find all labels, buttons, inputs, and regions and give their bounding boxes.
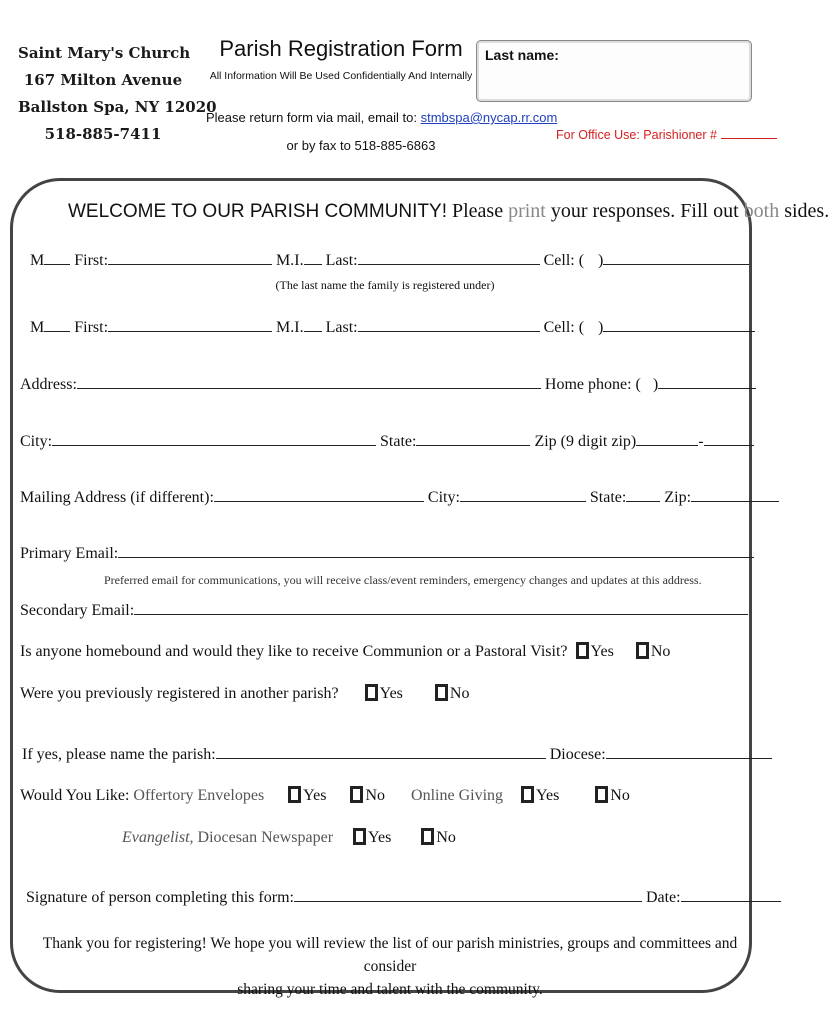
person-2-row (30, 317, 755, 337)
yes-label: Yes (303, 787, 327, 804)
preferred-email-note: Preferred email for communications, you will receive class/event reminders, emergency changes and updates at this address. (104, 573, 702, 587)
cell-paren: ) (598, 252, 604, 269)
would-like-label: Would You Like: (20, 787, 130, 804)
mailing-state-field[interactable] (626, 487, 660, 502)
cell-field[interactable] (603, 250, 749, 265)
mi-field[interactable] (304, 317, 322, 332)
secondary-email-field[interactable] (134, 600, 748, 615)
welcome-please: Please (446, 200, 509, 222)
offertory-label: Offertory Envelopes (133, 787, 265, 804)
thank-you-message (40, 932, 740, 1001)
primary-email-label: Primary Email: (20, 545, 119, 562)
parish-name-row (22, 744, 772, 764)
would-like-row (20, 786, 630, 805)
online-giving-label: Online Giving (411, 787, 504, 804)
last-name-field[interactable] (358, 250, 540, 265)
homebound-row (20, 642, 670, 661)
yes-label: Yes (368, 829, 392, 846)
no-label: No (365, 787, 386, 804)
mailing-address-field[interactable] (214, 487, 424, 502)
mailing-zip-field[interactable] (691, 487, 779, 502)
secondary-email-label: Secondary Email: (20, 602, 135, 619)
primary-email-row (20, 543, 754, 563)
offertory-no-checkbox[interactable] (350, 786, 363, 803)
signature-row (26, 887, 781, 907)
form-subtitle: All Information Will Be Used Confidentially And Internally (209, 70, 473, 82)
newspaper-yes-checkbox[interactable] (353, 828, 366, 845)
mailing-label: Mailing Address (if different): (20, 489, 214, 506)
form-title: Parish Registration Form (219, 36, 463, 61)
welcome-mid: your responses. Fill out (545, 200, 744, 222)
homebound-question: Is anyone homebound and would they like to receive Communion or a Pastoral Visit? (20, 643, 568, 660)
zip9-label: Zip (9 digit zip) (534, 433, 637, 450)
mailing-city-field[interactable] (460, 487, 586, 502)
evangelist-row (122, 828, 456, 847)
previous-parish-question: Were you previously registered in another parish? (20, 685, 339, 702)
home-phone-paren: ) (652, 376, 659, 393)
return-text: Please return form via mail, email to: (206, 110, 421, 125)
yes-label: Yes (379, 685, 403, 702)
cell-paren: ) (598, 319, 604, 336)
return-instructions (206, 110, 558, 125)
last-name-box[interactable] (476, 40, 752, 102)
online-yes-checkbox[interactable] (521, 786, 534, 803)
previous-parish-row (20, 684, 469, 703)
parishioner-number-field[interactable] (721, 138, 777, 139)
offertory-yes-checkbox[interactable] (288, 786, 301, 803)
no-label: No (650, 643, 671, 660)
cell-label: Cell: ( (543, 252, 585, 269)
cell-label: Cell: ( (543, 319, 585, 336)
no-label: No (436, 829, 456, 846)
first-label: First: (74, 319, 109, 336)
office-use (556, 128, 777, 142)
m-field[interactable] (44, 317, 70, 332)
secondary-email-row (20, 600, 748, 620)
zip4-field[interactable] (704, 431, 754, 446)
last-name-label: Last name: (485, 47, 559, 63)
signature-label: Signature of person completing this form: (26, 889, 294, 906)
previous-yes-checkbox[interactable] (365, 684, 378, 701)
office-use-label: For Office Use: Parishioner # (556, 128, 717, 142)
city-label: City: (20, 433, 53, 450)
mi-label: M.I. (276, 319, 304, 336)
newspaper-label: Diocesan Newspaper (193, 829, 334, 846)
address-field[interactable] (77, 374, 541, 389)
last-name-hint: (The last name the family is registered under) (275, 278, 495, 292)
state-field[interactable] (416, 431, 530, 446)
diocese-label: Diocese: (549, 746, 606, 763)
home-phone-field[interactable] (658, 374, 756, 389)
welcome-print: print (508, 200, 546, 222)
welcome-both: both (743, 200, 780, 222)
mailing-state-label: State: (589, 489, 627, 506)
signature-field[interactable] (294, 887, 642, 902)
city-field[interactable] (52, 431, 376, 446)
zip-dash: - (698, 433, 704, 450)
no-label: No (449, 685, 470, 702)
last-label: Last: (325, 252, 358, 269)
parish-name-label: If yes, please name the parish: (22, 746, 216, 763)
city-row (20, 431, 754, 451)
church-city: Ballston Spa, NY 12020 (18, 98, 217, 116)
last-label: Last: (325, 319, 358, 336)
m-label: M (30, 319, 45, 336)
last-name-field[interactable] (358, 317, 540, 332)
state-label: State: (380, 433, 417, 450)
welcome-heading (68, 200, 829, 223)
yes-label: Yes (536, 787, 560, 804)
online-no-checkbox[interactable] (595, 786, 608, 803)
first-label: First: (74, 252, 109, 269)
parish-name-field[interactable] (216, 744, 546, 759)
previous-no-checkbox[interactable] (435, 684, 448, 701)
mailing-zip-label: Zip: (664, 489, 692, 506)
date-label: Date: (645, 889, 681, 906)
yes-label: Yes (590, 643, 614, 660)
mailing-row (20, 487, 779, 507)
mailing-city-label: City: (427, 489, 460, 506)
thanks-line-1: Thank you for registering! We hope you will review the list of our parish ministries, groups and committees and consider (42, 935, 738, 975)
first-name-field[interactable] (108, 250, 272, 265)
homebound-yes-checkbox[interactable] (576, 642, 589, 659)
m-label: M (30, 252, 45, 269)
person-1-row (30, 250, 749, 270)
zip5-field[interactable] (636, 431, 698, 446)
church-address (18, 40, 217, 148)
no-label: No (610, 787, 630, 804)
homebound-no-checkbox[interactable] (636, 642, 649, 659)
m-field[interactable] (44, 250, 70, 265)
evangelist-label: Evangelist, (122, 829, 194, 846)
diocese-field[interactable] (606, 744, 772, 759)
cell-field[interactable] (603, 317, 755, 332)
email-link[interactable]: stmbspa@nycap.rr.com (420, 110, 558, 125)
welcome-caps: WELCOME TO OUR PARISH COMMUNITY! (68, 201, 447, 222)
mi-label: M.I. (276, 252, 304, 269)
fax-instructions: or by fax to 518-885-6863 (286, 138, 436, 153)
church-phone: 518-885-7411 (44, 125, 162, 143)
date-field[interactable] (681, 887, 781, 902)
church-street: 167 Milton Avenue (23, 71, 183, 89)
address-label: Address: (20, 376, 77, 393)
thanks-line-2: sharing your time and talent with the community. (237, 981, 543, 998)
welcome-end: sides. (779, 200, 829, 222)
newspaper-no-checkbox[interactable] (421, 828, 434, 845)
home-phone-label: Home phone: ( (544, 376, 641, 393)
church-name: Saint Mary's Church (18, 44, 191, 62)
address-row (20, 374, 756, 394)
first-name-field[interactable] (108, 317, 272, 332)
primary-email-field[interactable] (118, 543, 754, 558)
mi-field[interactable] (304, 250, 322, 265)
